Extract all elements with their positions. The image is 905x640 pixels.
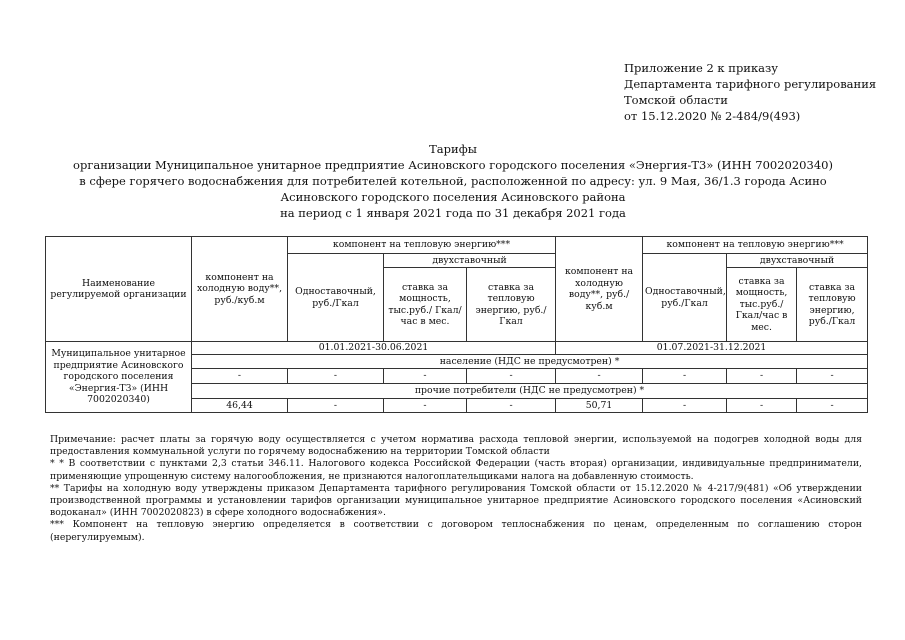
dash-cell: -: [797, 369, 868, 384]
dash-cell: -: [288, 399, 384, 413]
title-heading: Тарифы: [429, 142, 477, 156]
dash-cell: -: [467, 369, 556, 384]
single-rate-header-h2: Одноставочный, руб./Гкал: [643, 254, 727, 342]
capacity-rate-header-h1: ставка за мощность, тыс.руб./ Гкал/час в мес.: [384, 268, 467, 342]
dash-cell: -: [797, 399, 868, 413]
appendix-line-4: от 15.12.2020 № 2-484/9(493): [624, 109, 801, 123]
dash-cell: -: [727, 369, 797, 384]
population-cell: население (НДС не предусмотрен) *: [192, 355, 868, 369]
single-rate-header-h1: Одноставочный, руб./Гкал: [288, 254, 384, 342]
heat-component-header-h1: компонент на тепловую энергию***: [288, 237, 556, 254]
dash-cell: -: [643, 369, 727, 384]
cold-component-header-h2: компонент на холодную воду**, руб./куб.м: [556, 237, 643, 342]
org-name-cell: Муниципальное унитарное предприятие Асиновского городского поселения «Энергия-Т3» (ИНН 7002020340): [46, 342, 192, 413]
dash-cell: -: [384, 369, 467, 384]
org-header: Наименование регулируемой организации: [46, 237, 192, 342]
tariff-table: [45, 236, 868, 413]
heat-component-header-h2: компонент на тепловую энергию***: [643, 237, 868, 254]
two-rate-header-h2: двухставочный: [727, 254, 868, 268]
dash-cell: -: [556, 369, 643, 384]
dash-cell: -: [384, 399, 467, 413]
dash-cell: -: [192, 369, 288, 384]
dash-cell: -: [467, 399, 556, 413]
two-rate-header-h1: двухставочный: [384, 254, 556, 268]
note-4: *** Компонент на тепловую энергию определяется в соответствии с договором теплоснабжения по ценам, определенным по соглашению сторон (нерегулируемым).: [50, 519, 862, 543]
appendix-block: [624, 60, 876, 124]
note-1: Примечание: расчет платы за горячую воду осуществляется с учетом норматива расхода тепловой энергии, используемой на подогрев холодной воды для предоставления коммунальной услуги по горячему водоснабжению на территории Томской области: [50, 434, 862, 458]
dash-cell: -: [727, 399, 797, 413]
title-line-2: в сфере горячего водоснабжения для потребителей котельной, расположенной по адресу: ул. 9 Мая, 36/1.3 города Асино: [79, 174, 827, 188]
header-row-1: [46, 237, 868, 254]
appendix-line-1: Приложение 2 к приказу: [624, 61, 779, 75]
notes-block: [50, 434, 862, 544]
capacity-rate-header-h2: ставка за мощность, тыс.руб./ Гкал/час в мес.: [727, 268, 797, 342]
title-line-1: организации Муниципальное унитарное предприятие Асиновского городского поселения «Энергия-Т3» (ИНН 7002020340): [73, 158, 833, 172]
dash-cell: -: [288, 369, 384, 384]
cold-value-h2: 50,71: [556, 399, 643, 413]
title-line-4: на период с 1 января 2021 года по 31 декабря 2021 года: [280, 206, 626, 220]
appendix-line-2: Департамента тарифного регулирования: [624, 77, 877, 91]
cold-value-h1: 46,44: [192, 399, 288, 413]
cold-component-header-h1: компонент на холодную воду**, руб./куб.м: [192, 237, 288, 342]
title-line-3: Асиновского городского поселения Асиновского района: [280, 190, 626, 204]
dash-cell: -: [643, 399, 727, 413]
energy-rate-header-h1: ставка за тепловую энергию, руб./Гкал: [467, 268, 556, 342]
period-1-cell: 01.01.2021-30.06.2021: [192, 342, 556, 355]
note-3: ** Тарифы на холодную воду утверждены приказом Департамента тарифного регулирования Томской области от 15.12.2020 № 4-217/9(481) «Об утверждении производственной программы и установлении тарифов организации муниципальное унитарное предприятие Асиновского городского поселения «Асиновский водоканал» (ИНН 7002020823) в сфере холодного водоснабжения».: [50, 482, 862, 519]
other-consumers-cell: прочие потребители (НДС не предусмотрен) *: [192, 384, 868, 399]
appendix-line-3: Томской области: [624, 93, 728, 107]
note-2: * * В соответствии с пунктами 2,3 статьи 346.11. Налогового кодекса Российской Федерации (часть вторая) организации, индивидуальные предприниматели, применяющие упрощенную систему налогообложения, не признаются налогоплательщиками налога на добавленную стоимость.: [50, 458, 862, 482]
period-2-cell: 01.07.2021-31.12.2021: [556, 342, 868, 355]
period-row: [46, 342, 868, 355]
title-block: [40, 141, 866, 221]
energy-rate-header-h2: ставка за тепловую энергию, руб./Гкал: [797, 268, 868, 342]
